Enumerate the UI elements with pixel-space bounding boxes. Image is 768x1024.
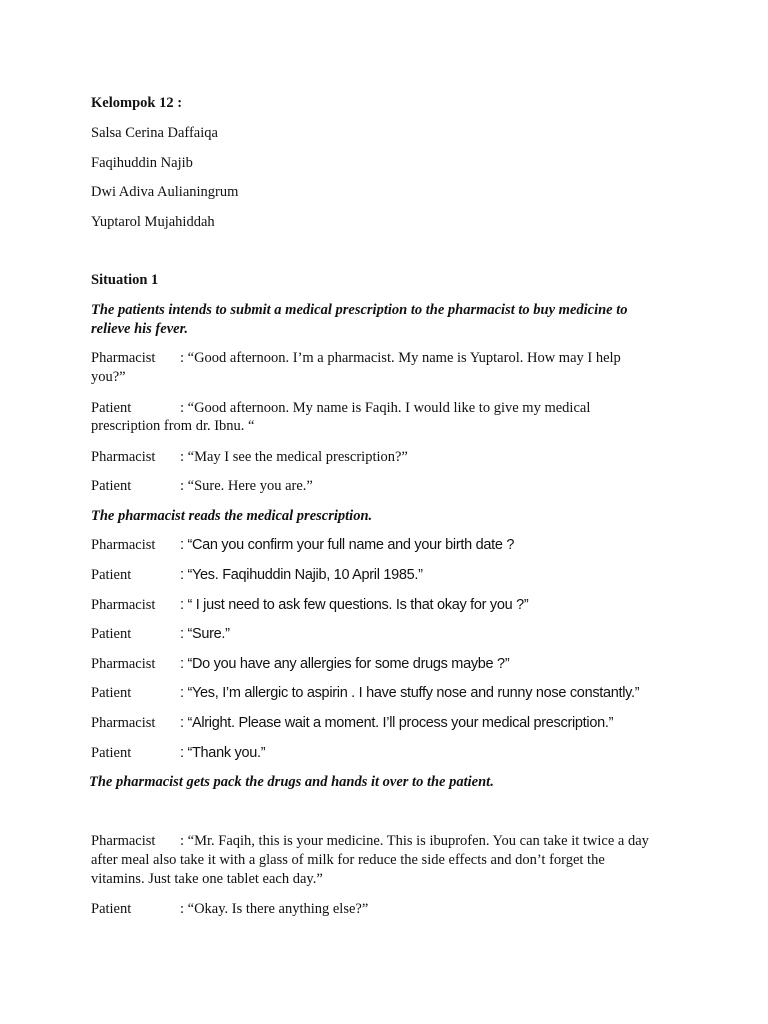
speaker-label: Pharmacist (91, 597, 156, 613)
speaker-label: Patient (91, 478, 132, 494)
utterance: : “Mr. Faqih, this is your medicine. This is ibuprofen. You can take it twice a day (180, 833, 649, 849)
situation-title: Situation 1 (91, 272, 159, 288)
group-title: Kelompok 12 : (91, 95, 183, 111)
speaker-label: Patient (91, 400, 132, 416)
utterance: : “Good afternoon. I’m a pharmacist. My name is Yuptarol. How may I help (180, 350, 621, 366)
situation-description: The patients intends to submit a medical prescription to the pharmacist to buy medicine to (91, 302, 628, 318)
utterance: : “Okay. Is there anything else?” (180, 901, 369, 917)
speaker-label: Patient (91, 745, 132, 761)
situation-description-cont: relieve his fever. (91, 321, 189, 337)
speaker-label: Pharmacist (91, 537, 156, 553)
utterance: : “Can you confirm your full name and your birth date ? (180, 537, 515, 553)
speaker-label: Pharmacist (91, 833, 156, 849)
stage-direction: The pharmacist gets pack the drugs and hands it over to the patient. (89, 774, 494, 790)
utterance: : “May I see the medical prescription?” (180, 449, 408, 465)
speaker-label: Patient (91, 901, 132, 917)
speaker-label: Patient (91, 567, 132, 583)
member-name: Faqihuddin Najib (91, 155, 193, 171)
member-name: Dwi Adiva Aulianingrum (91, 184, 239, 200)
stage-direction: The pharmacist reads the medical prescription. (91, 508, 373, 524)
utterance: : “Thank you.” (180, 745, 266, 761)
utterance-cont: you?” (91, 369, 126, 385)
member-name: Salsa Cerina Daffaiqa (91, 125, 218, 141)
utterance: : “ I just need to ask few questions. Is that okay for you ?” (180, 597, 529, 613)
utterance: : “Sure.” (180, 626, 230, 642)
utterance: : “Do you have any allergies for some drugs maybe ?” (180, 656, 510, 672)
utterance-cont: prescription from dr. Ibnu. “ (91, 418, 255, 434)
speaker-label: Patient (91, 685, 132, 701)
member-name: Yuptarol Mujahiddah (91, 214, 215, 230)
speaker-label: Patient (91, 626, 132, 642)
speaker-label: Pharmacist (91, 656, 156, 672)
speaker-label: Pharmacist (91, 350, 156, 366)
utterance: : “Alright. Please wait a moment. I’ll process your medical prescription.” (180, 715, 614, 731)
utterance: : “Sure. Here you are.” (180, 478, 313, 494)
utterance-cont: vitamins. Just take one tablet each day.” (91, 871, 323, 887)
speaker-label: Pharmacist (91, 715, 156, 731)
speaker-label: Pharmacist (91, 449, 156, 465)
utterance: : “Yes, I’m allergic to aspirin . I have stuffy nose and runny nose constantly.” (180, 685, 640, 701)
utterance: : “Good afternoon. My name is Faqih. I would like to give my medical (180, 400, 591, 416)
utterance-cont: after meal also take it with a glass of milk for reduce the side effects and don’t forget the (91, 852, 605, 868)
utterance: : “Yes. Faqihuddin Najib, 10 April 1985.” (180, 567, 423, 583)
